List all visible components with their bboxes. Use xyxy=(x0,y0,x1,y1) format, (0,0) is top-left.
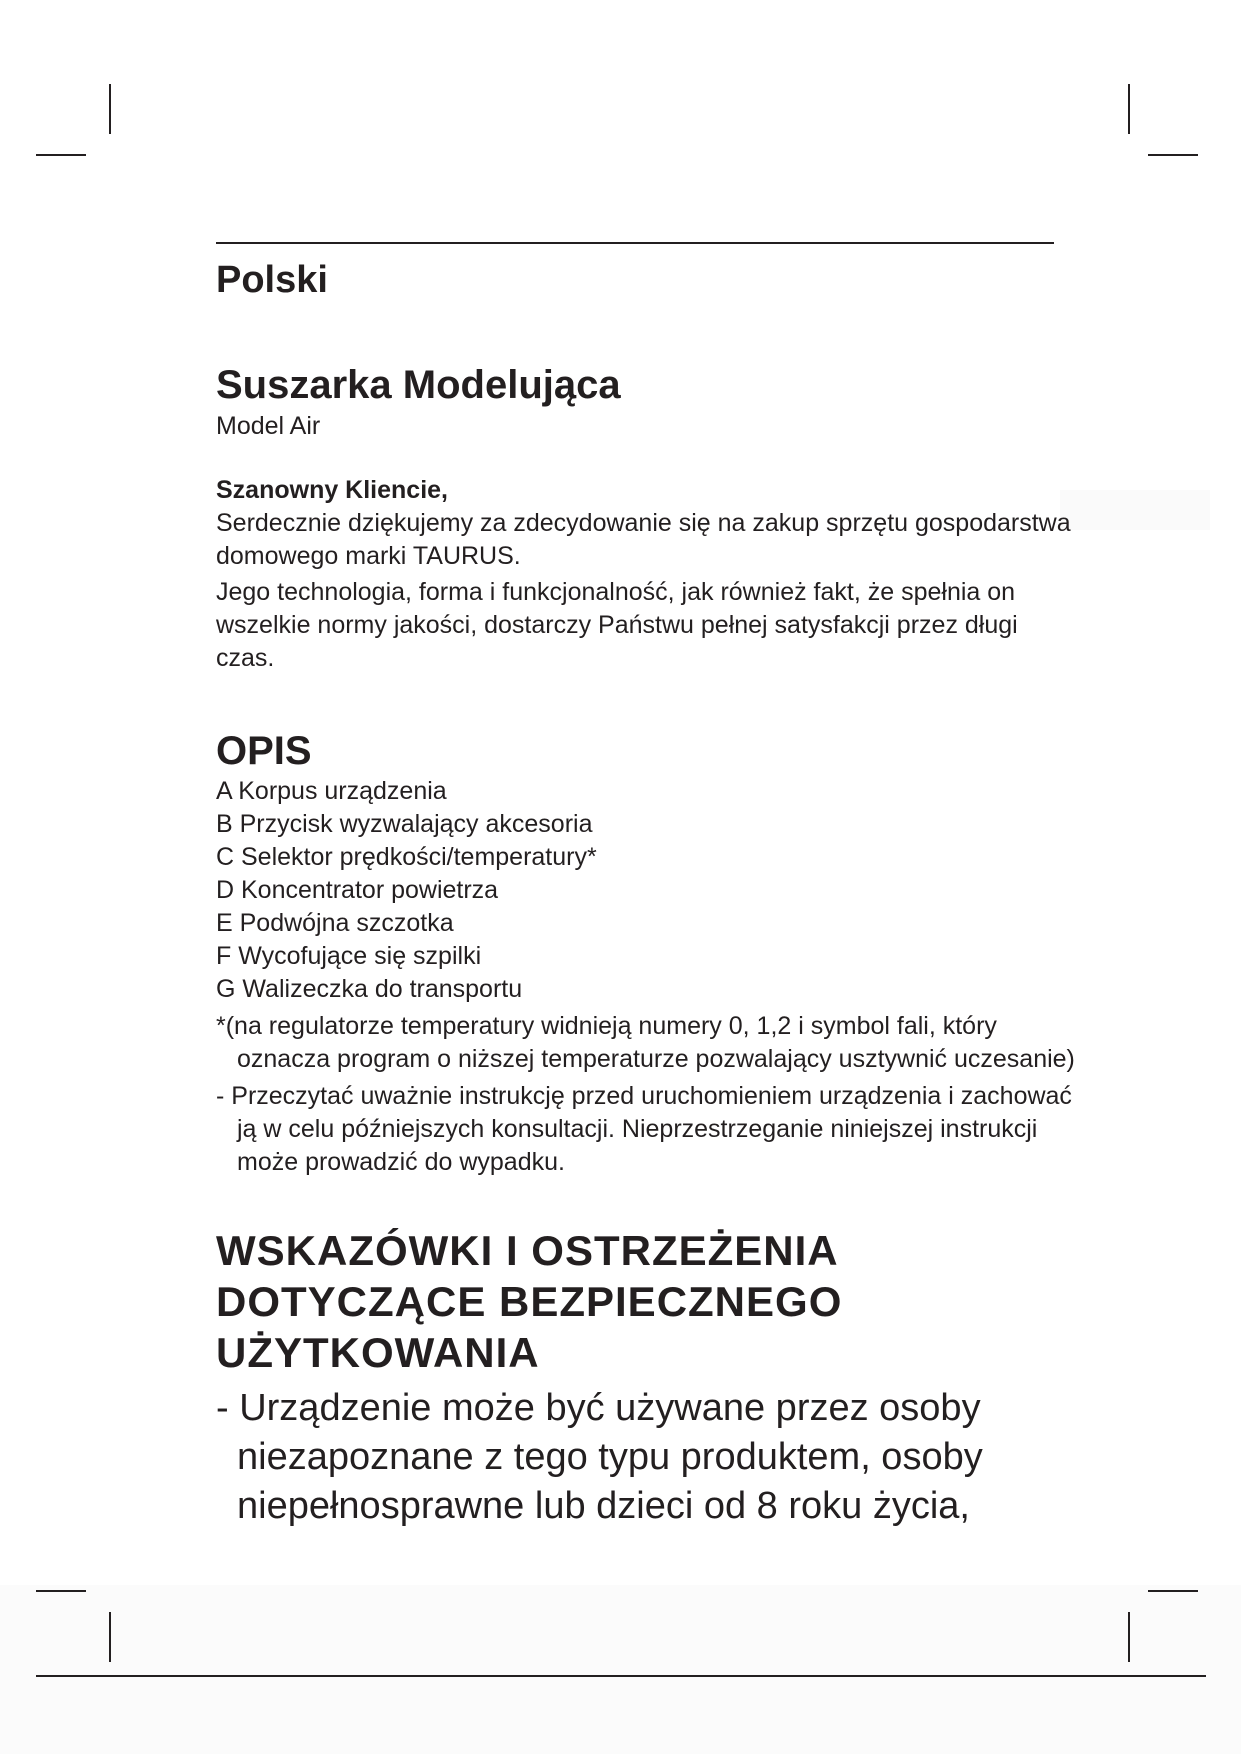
read-instructions-note: - Przeczytać uważnie instrukcję przed uruchomieniem urządzenia i zachować ją w celu późniejszych konsultacji. Nieprzestrzeganie niniejszej instrukcji może prowadzić do wypadku. xyxy=(216,1082,1072,1176)
temperature-footnote: *(na regulatorze temperatury widnieją numery 0, 1,2 i symbol fali, który oznacza program o niższej temperaturze pozwalający usztywnić uczesanie) xyxy=(216,1012,1075,1073)
description-heading: OPIS xyxy=(216,729,312,773)
header-rule xyxy=(216,242,1054,244)
crop-mark-bottom-left-horizontal xyxy=(36,1590,86,1592)
safety-heading: WSKAZÓWKI I OSTRZEŻENIA DOTYCZĄCE BEZPIECZNEGO UŻYTKOWANIA xyxy=(216,1227,843,1376)
trim-line-bottom xyxy=(36,1675,1206,1677)
crop-mark-bottom-left-vertical xyxy=(109,1612,111,1662)
language-heading: Polski xyxy=(216,259,328,301)
safety-item: - Urządzenie może być używane przez osoby niezapoznane z tego typu produktem, osoby niepełnosprawne lub dzieci od 8 roku życia, xyxy=(216,1387,983,1527)
intro-paragraph: Serdecznie dziękujemy za zdecydowanie się na zakup sprzętu gospodarstwa domowego marki TAURUS. xyxy=(216,509,1071,570)
parts-list xyxy=(216,775,1076,1006)
crop-mark-top-left-horizontal xyxy=(36,154,86,156)
crop-mark-top-left-vertical xyxy=(109,84,111,134)
parts-list-item: A Korpus urządzenia xyxy=(216,777,447,805)
product-model: Model Air xyxy=(216,412,321,440)
manual-page-content xyxy=(216,255,1076,1531)
parts-list-item: C Selektor prędkości/temperatury* xyxy=(216,843,597,871)
parts-list-item: D Koncentrator powietrza xyxy=(216,876,499,904)
margin-smudge xyxy=(1060,490,1210,530)
parts-list-item: B Przycisk wyzwalający akcesoria xyxy=(216,810,593,838)
intro-paragraph: Jego technologia, forma i funkcjonalność, jak również fakt, że spełnia on wszelkie normy jakości, dostarczy Państwu pełnej satysfakcji przez długi czas. xyxy=(216,578,1018,672)
crop-mark-bottom-right-horizontal xyxy=(1148,1590,1198,1592)
crop-mark-top-right-vertical xyxy=(1128,84,1130,134)
greeting: Szanowny Kliencie, xyxy=(216,476,449,504)
parts-list-item: G Walizeczka do transportu xyxy=(216,975,523,1003)
parts-list-item: E Podwójna szczotka xyxy=(216,909,454,937)
bottom-margin-band xyxy=(0,1585,1241,1754)
product-title: Suszarka Modelująca xyxy=(216,363,621,407)
parts-list-item: F Wycofujące się szpilki xyxy=(216,942,482,970)
crop-mark-bottom-right-vertical xyxy=(1128,1612,1130,1662)
crop-mark-top-right-horizontal xyxy=(1148,154,1198,156)
